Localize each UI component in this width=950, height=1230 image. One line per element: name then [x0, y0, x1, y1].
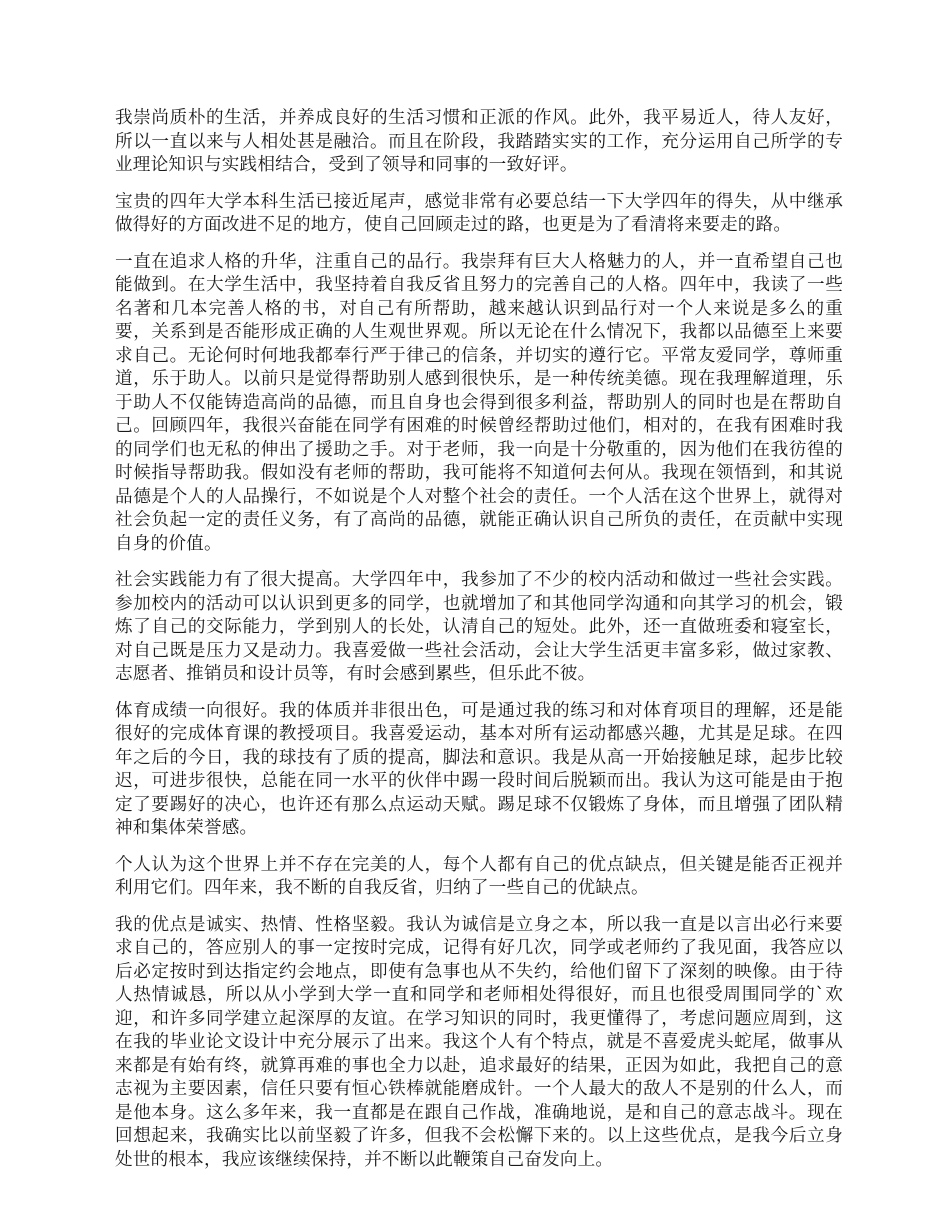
paragraph-3: 一直在追求人格的升华，注重自己的品行。我崇拜有巨大人格魅力的人，并一直希望自己也能做到。在大学生活中，我坚持着自我反省且努力的完善自己的人格。四年中，我读了一些名著和几本完善人格的书，对自己有所帮助，越来越认识到品行对一个人来说是多么的重要，关系到是否能形成正确的人生观世界观。所以无论在什么情况下，我都以品德至上来要求自己。无论何时何地我都奉行严于律己的信条，并切实的遵行它。平常友爱同学，尊师重道，乐于助人。以前只是觉得帮助别人感到很快乐，是一种传统美德。现在我理解道理，乐于助人不仅能铸造高尚的品德，而且自身也会得到很多利益，帮助别人的同时也是在帮助自己。回顾四年，我很兴奋能在同学有困难的时候曾经帮助过他们，相对的，在我有困难时我的同学们也无私的伸出了援助之手。对于老师，我一向是十分敬重的，因为他们在我彷徨的时候指导帮助我。假如没有老师的帮助，我可能将不知道何去何从。我现在领悟到，和其说品德是个人的人品操行，不如说是个人对整个社会的责任。一个人活在这个世界上，就得对社会负起一定的责任义务，有了高尚的品德，就能正确认识自己所负的责任，在贡献中实现自身的价值。 — [115, 251, 843, 554]
paragraph-6: 个人认为这个世界上并不存在完美的人，每个人都有自己的优点缺点，但关键是能否正视并利用它们。四年来，我不断的自我反省，归纳了一些自己的优缺点。 — [115, 854, 843, 898]
document-body — [115, 107, 843, 1185]
paragraph-2: 宝贵的四年大学本科生活已接近尾声，感觉非常有必要总结一下大学四年的得失，从中继承做得好的方面改进不足的地方，使自己回顾走过的路，也更是为了看清将来要走的路。 — [115, 191, 843, 235]
paragraph-4: 社会实践能力有了很大提高。大学四年中，我参加了不少的校内活动和做过一些社会实践。参加校内的活动可以认识到更多的同学，也就增加了和其他同学沟通和向其学习的机会，锻炼了自己的交际能力，学到别人的长处，认清自己的短处。此外，还一直做班委和寝室长，对自己既是压力又是动力。我喜爱做一些社会活动，会让大学生活更丰富多彩，做过家教、志愿者、推销员和设计员等，有时会感到累些，但乐此不彼。 — [115, 570, 843, 684]
paragraph-1: 我崇尚质朴的生活，并养成良好的生活习惯和正派的作风。此外，我平易近人，待人友好，所以一直以来与人相处甚是融洽。而且在阶段，我踏踏实实的工作，充分运用自己所学的专业理论知识与实践相结合，受到了领导和同事的一致好评。 — [115, 108, 843, 175]
paragraph-7: 我的优点是诚实、热情、性格坚毅。我认为诚信是立身之本，所以我一直是以言出必行来要求自己的，答应别人的事一定按时完成，记得有好几次，同学或老师约了我见面，我答应以后必定按时到达指定约会地点，即使有急事也从不失约，给他们留下了深刻的映像。由于待人热情诚恳，所以从小学到大学一直和同学和老师相处得很好，而且也很受周围同学的`欢迎，和许多同学建立起深厚的友谊。在学习知识的同时，我更懂得了，考虑问题应周到，这在我的毕业论文设计中充分展示了出来。我这个人有个特点，就是不喜爱虎头蛇尾，做事从来都是有始有终，就算再难的事也全力以赴，追求最好的结果，正因为如此，我把自己的意志视为主要因素，信任只要有恒心铁棒就能磨成针。一个人最大的敌人不是别的什么人，而是他本身。这么多年来，我一直都是在跟自己作战，准确地说，是和自己的意志战斗。现在回想起来，我确实比以前坚毅了许多，但我不会松懈下来的。以上这些优点，是我今后立身处世的根本，我应该继续保持，并不断以此鞭策自己奋发向上。 — [115, 914, 843, 1170]
paragraph-5: 体育成绩一向很好。我的体质并非很出色，可是通过我的练习和对体育项目的理解，还是能很好的完成体育课的教授项目。我喜爱运动，基本对所有运动都感兴趣，尤其是足球。在四年之后的今日，我的球技有了质的提高，脚法和意识。我是从高一开始接触足球，起步比较迟，可进步很快，总能在同一水平的伙伴中踢一段时间后脱颖而出。我认为这可能是由于抱定了要踢好的决心，也许还有那么点运动天赋。踢足球不仅锻炼了身体，而且增强了团队精神和集体荣誉感。 — [115, 700, 843, 838]
